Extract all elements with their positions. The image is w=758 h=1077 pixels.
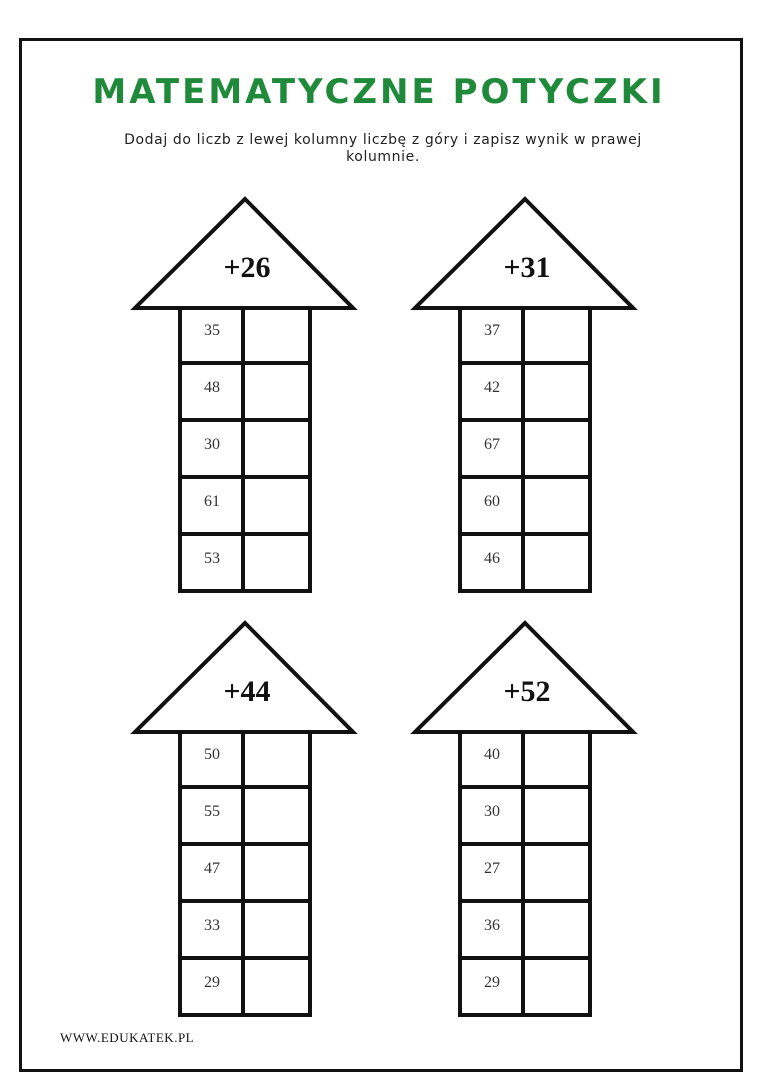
table-row [462,532,588,589]
number-column [458,732,592,1017]
start-number: 30 [462,789,525,842]
start-number: 30 [182,422,245,475]
table-row [182,532,308,589]
table-row [462,361,588,418]
answer-box[interactable] [525,536,588,589]
addend-label: +31 [503,251,551,284]
answer-box[interactable] [525,365,588,418]
answer-box[interactable] [245,732,308,785]
table-row [182,899,308,956]
start-number: 46 [462,536,525,589]
answer-box[interactable] [245,365,308,418]
answer-box[interactable] [525,479,588,532]
table-row [182,732,308,785]
answer-box[interactable] [245,903,308,956]
page-title: MATEMATYCZNE POTYCZKI [92,72,666,112]
answer-box[interactable] [525,732,588,785]
answer-box[interactable] [525,903,588,956]
start-number: 53 [182,536,245,589]
addend-label: +26 [223,251,271,284]
table-row [462,308,588,361]
table-row [462,418,588,475]
table-row [462,732,588,785]
number-column [178,308,312,593]
answer-box[interactable] [525,308,588,361]
addend-label: +44 [223,675,271,708]
start-number: 27 [462,846,525,899]
start-number: 67 [462,422,525,475]
table-row [182,361,308,418]
table-row [182,475,308,532]
table-row [182,308,308,361]
table-row [462,899,588,956]
start-number: 47 [182,846,245,899]
start-number: 50 [182,732,245,785]
house-3 [132,620,372,1020]
answer-box[interactable] [245,308,308,361]
answer-box[interactable] [245,479,308,532]
answer-box[interactable] [245,846,308,899]
start-number: 35 [182,308,245,361]
start-number: 55 [182,789,245,842]
table-row [182,785,308,842]
table-row [182,842,308,899]
addend-label: +52 [503,675,551,708]
table-row [182,418,308,475]
start-number: 42 [462,365,525,418]
table-row [462,842,588,899]
answer-box[interactable] [245,422,308,475]
answer-box[interactable] [245,536,308,589]
start-number: 29 [462,960,525,1013]
answer-box[interactable] [525,960,588,1013]
start-number: 61 [182,479,245,532]
start-number: 60 [462,479,525,532]
house-1 [132,196,372,596]
start-number: 29 [182,960,245,1013]
start-number: 37 [462,308,525,361]
answer-box[interactable] [245,960,308,1013]
answer-box[interactable] [245,789,308,842]
table-row [182,956,308,1013]
answer-box[interactable] [525,789,588,842]
number-column [178,732,312,1017]
table-row [462,785,588,842]
start-number: 40 [462,732,525,785]
table-row [462,956,588,1013]
number-column [458,308,592,593]
house-4 [412,620,652,1020]
start-number: 36 [462,903,525,956]
instruction-text: Dodaj do liczb z lewej kolumny liczbę z góry i zapisz wynik w prawej kolumnie. [124,132,642,165]
answer-box[interactable] [525,422,588,475]
table-row [462,475,588,532]
website-footer: WWW.EDUKATEK.PL [60,1030,195,1045]
start-number: 48 [182,365,245,418]
answer-box[interactable] [525,846,588,899]
start-number: 33 [182,903,245,956]
house-2 [412,196,652,596]
